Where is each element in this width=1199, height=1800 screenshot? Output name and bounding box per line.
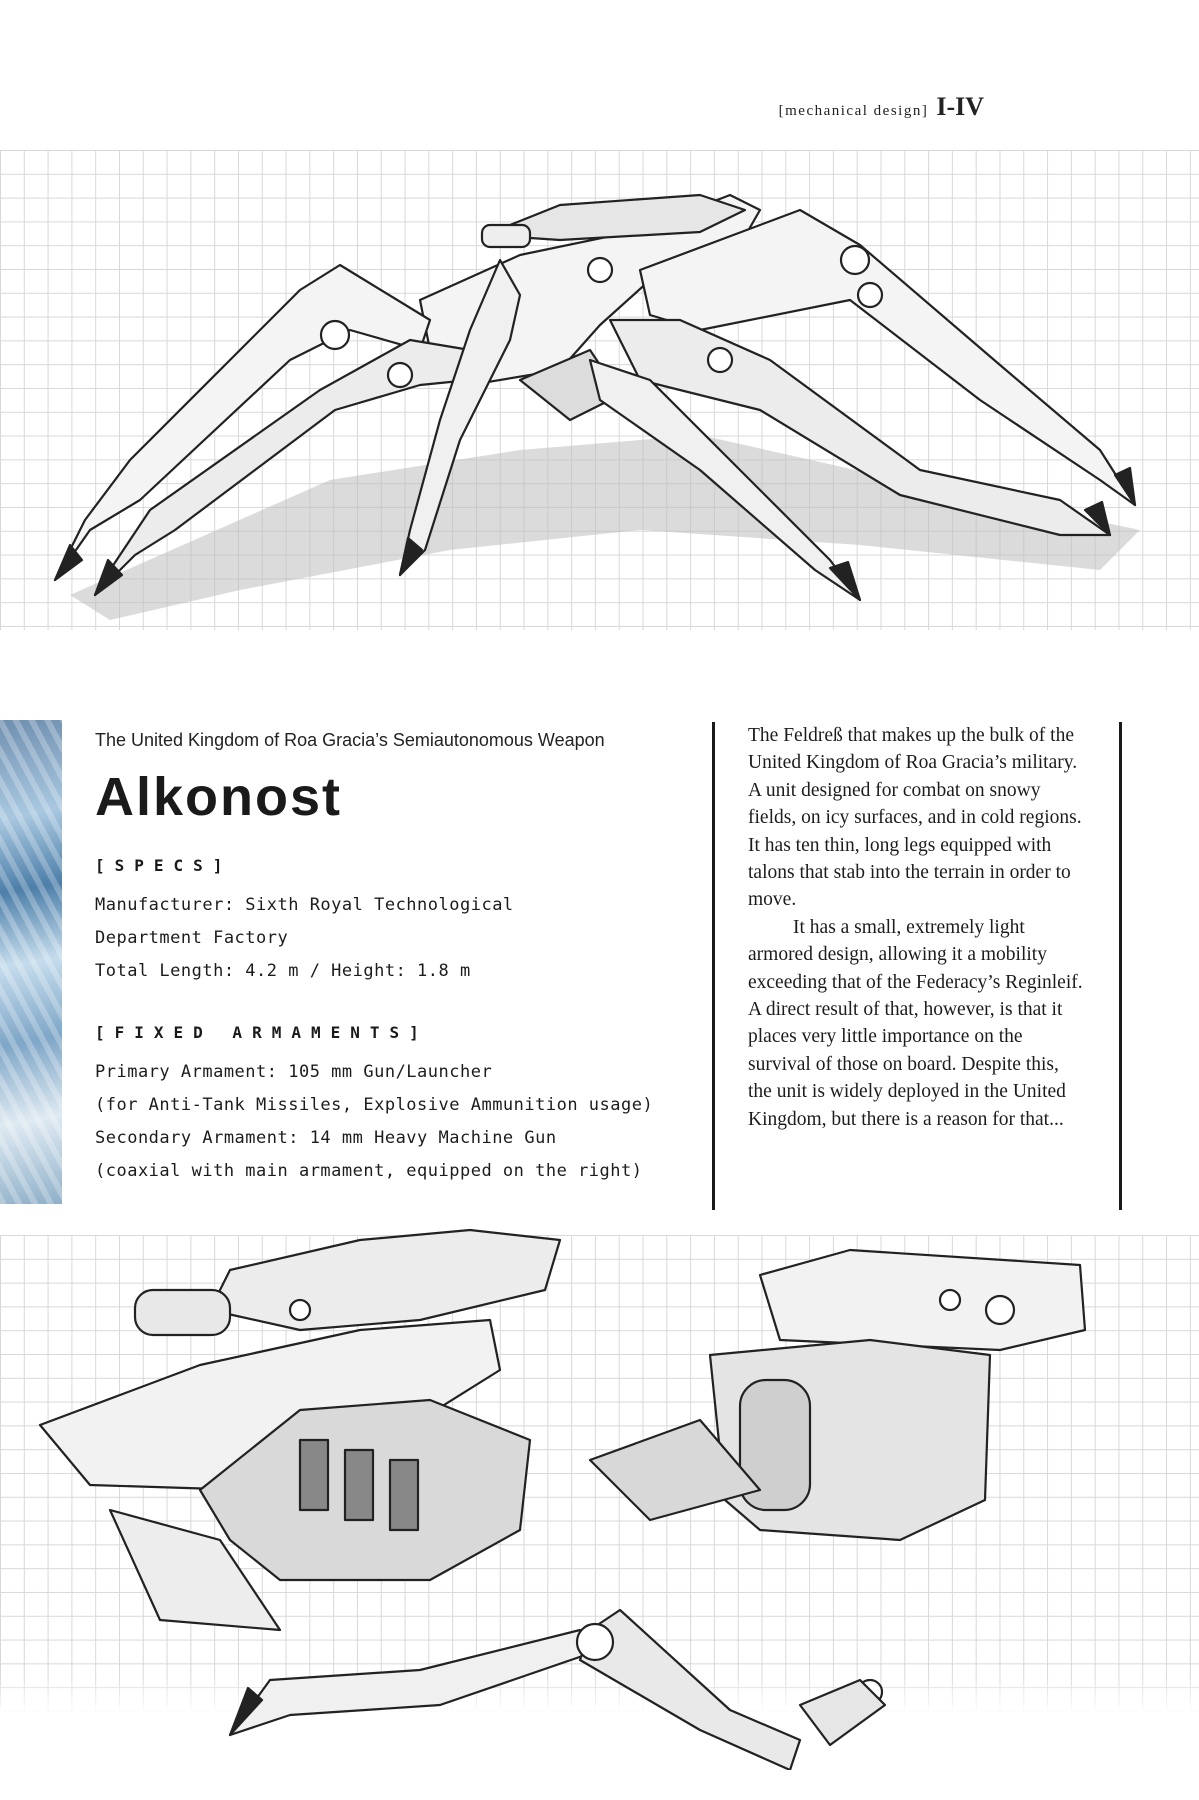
specs-heading: [SPECS] bbox=[95, 856, 233, 875]
primary-armament: Primary Armament: 105 mm Gun/Launcher bbox=[95, 1062, 493, 1082]
chapter-number: I-IV bbox=[936, 92, 984, 121]
column-rule-right bbox=[1119, 722, 1122, 1210]
spec-manufacturer-line1: Manufacturer: Sixth Royal Technological bbox=[95, 895, 514, 915]
section-label: [mechanical design] bbox=[778, 103, 929, 119]
column-rule-left bbox=[712, 722, 715, 1210]
spec-manufacturer-line2: Department Factory bbox=[95, 928, 289, 948]
secondary-armament: Secondary Armament: 14 mm Heavy Machine Gun bbox=[95, 1128, 557, 1148]
armaments-heading: [FIXED ARMAMENTS] bbox=[95, 1023, 429, 1042]
secondary-armament-note: (coaxial with main armament, equipped on the right) bbox=[95, 1161, 643, 1181]
alkonost-main-illustration bbox=[0, 150, 1199, 630]
unit-subtitle: The United Kingdom of Roa Gracia’s Semiautonomous Weapon bbox=[95, 730, 605, 750]
spec-dimensions: Total Length: 4.2 m / Height: 1.8 m bbox=[95, 961, 471, 981]
description-text bbox=[748, 722, 1083, 1133]
leg-detail-sketch bbox=[230, 1610, 885, 1770]
unit-name: Alkonost bbox=[95, 767, 343, 827]
primary-armament-note: (for Anti-Tank Missiles, Explosive Ammunition usage) bbox=[95, 1095, 654, 1115]
alkonost-detail-illustrations bbox=[0, 1210, 1199, 1770]
description-paragraph-2: It has a small, extremely light armored design, allowing it a mobility exceeding that of the Federacy’s Reginleif. A direct result of that, however, is that it places very little importance on the survival of those on board. Despite this, the unit is widely deployed in the United Kingdom, but there is a reason for that... bbox=[748, 916, 1083, 1130]
turret-detail-sketch bbox=[40, 1230, 560, 1630]
page-header bbox=[779, 92, 984, 122]
rear-body-detail-sketch bbox=[590, 1250, 1085, 1540]
description-paragraph-1: The Feldreß that makes up the bulk of the United Kingdom of Roa Gracia’s military. A unit designed for combat on snowy fields, on icy surfaces, and in cold regions. It has ten thin, long legs equipped with talons that stab into the terrain in order to move. bbox=[748, 725, 1082, 911]
decorative-accent-strip bbox=[0, 720, 62, 1204]
specs-panel bbox=[95, 722, 695, 1188]
description-column bbox=[712, 722, 1122, 1210]
